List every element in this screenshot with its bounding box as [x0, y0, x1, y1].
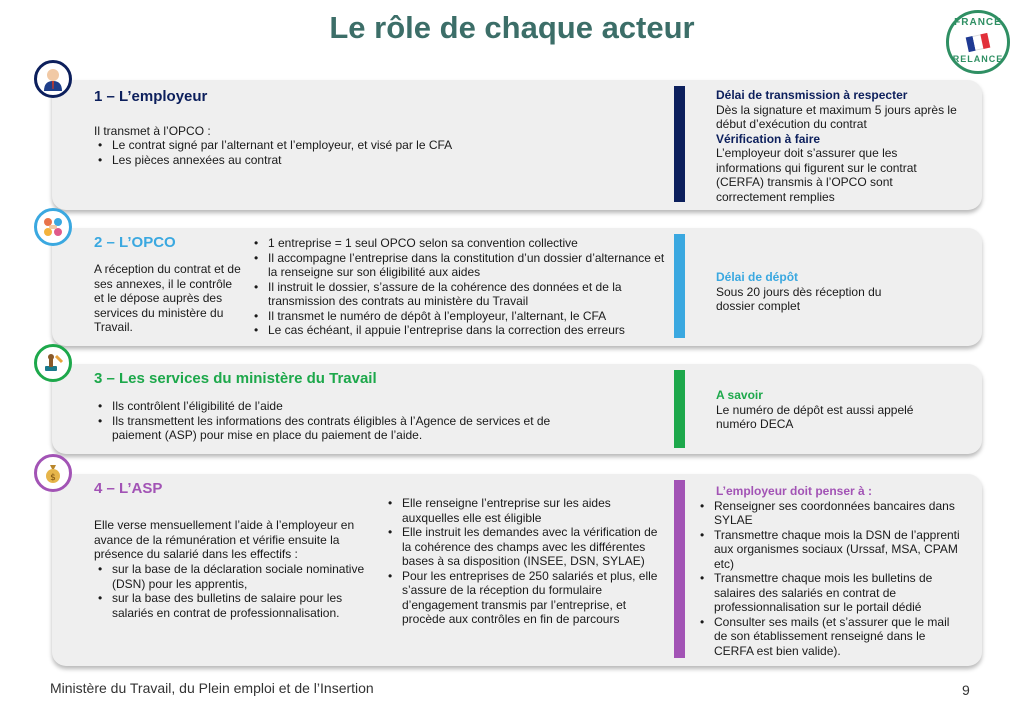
- ministere-heading: 3 – Les services du ministère du Travail: [94, 370, 377, 387]
- list-item: • Il instruit le dossier, s’assure de la cohérence des données et de la transmission des contrats au ministère du Travail: [250, 280, 670, 309]
- card-employeur: [52, 80, 982, 210]
- opco-accent-bar: [674, 234, 685, 338]
- list-item: • sur la base de la déclaration sociale nominative (DSN) pour les apprentis,: [94, 562, 374, 591]
- list-item: • Le cas échéant, il appuie l’entreprise dans la correction des erreurs: [250, 323, 670, 338]
- ministere-side-text: Le numéro de dépôt est aussi appelé numéro DECA: [716, 402, 914, 431]
- list-item: • Transmettre chaque mois la DSN de l’apprenti aux organismes sociaux (Urssaf, MSA, CPAM etc): [696, 528, 966, 572]
- footer-ministry: Ministère du Travail, du Plein emploi et de l’Insertion: [50, 680, 374, 696]
- employeur-side-heading-2: Vérification à faire: [716, 131, 821, 146]
- ministere-list: [94, 399, 594, 443]
- page-title: Le rôle de chaque acteur: [329, 10, 695, 45]
- list-item: • Le contrat signé par l’alternant et l’employeur, et visé par le CFA: [94, 138, 674, 153]
- asp-side-list: [696, 499, 966, 659]
- opco-list: [250, 236, 670, 338]
- svg-text:$: $: [50, 473, 56, 483]
- list-item: • sur la base des bulletins de salaire pour les salariés en contrat de professionnalisation.: [94, 591, 374, 620]
- card-opco: [52, 228, 982, 346]
- money-bag-icon: [34, 454, 72, 492]
- asp-heading: 4 – L’ASP: [94, 480, 163, 497]
- employeur-side-panel: [716, 88, 961, 204]
- opco-side-heading: Délai de dépôt: [716, 270, 799, 284]
- asp-accent-bar: [674, 480, 685, 658]
- employeur-side-heading-1: Délai de transmission à respecter: [716, 88, 908, 102]
- list-item: • Elle renseigne l’entreprise sur les aides auxquelles elle est éligible: [384, 496, 659, 525]
- asp-list-1: [94, 562, 374, 620]
- opco-heading: 2 – L’OPCO: [94, 234, 176, 251]
- list-item: • Il transmet le numéro de dépôt à l’employeur, l’alternant, le CFA: [250, 309, 670, 324]
- list-item: • Renseigner ses coordonnées bancaires dans SYLAE: [696, 499, 966, 528]
- list-item: • Transmettre chaque mois les bulletins de salaires des salariés en contrat de professionnalisation sur le portail dédié: [696, 571, 966, 615]
- handshake-icon: [34, 208, 72, 246]
- employeur-side-text-2: L’employeur doit s’assurer que les informations qui figurent sur le contrat (CERFA) transmis à l’OPCO sont correctement remplies: [716, 146, 917, 204]
- employeur-accent-bar: [674, 86, 685, 202]
- asp-intro: Elle verse mensuellement l’aide à l’employeur en avance de la rémunération et vérifie ensuite la présence du salarié dans les effectifs :: [94, 518, 355, 561]
- logo-bottom-text: RELANCE: [952, 54, 1004, 64]
- card-ministere: [52, 364, 982, 454]
- card-asp: [52, 474, 982, 666]
- logo-top-text: FRANCE: [954, 17, 1002, 28]
- page-number: 9: [962, 682, 970, 698]
- opco-side-text: Sous 20 jours dès réception du dossier complet: [716, 284, 882, 313]
- opco-intro: A réception du contrat et de ses annexes, il le contrôle et le dépose auprès des services du ministère du Travail.: [94, 262, 241, 334]
- employeur-heading: 1 – L’employeur: [94, 88, 208, 105]
- list-item: • Ils transmettent les informations des contrats éligibles à l’Agence de services et de paiement (ASP) pour mise en place du paiement de l’aide.: [94, 414, 594, 443]
- france-relance-logo: [946, 10, 1010, 74]
- french-flag-icon: [966, 33, 991, 52]
- list-item: • Consulter ses mails (et s’assurer que le mail de son établissement renseigné dans le CERFA est bien valide).: [696, 615, 966, 659]
- list-item: • Les pièces annexées au contrat: [94, 153, 674, 168]
- employeur-side-text-1: Dès la signature et maximum 5 jours après le début d’exécution du contrat: [716, 102, 957, 131]
- ministere-side-panel: [716, 388, 916, 432]
- asp-side-panel: [696, 484, 966, 658]
- list-item: • Il accompagne l’entreprise dans la constitution d’un dossier d’alternance et la renseigne sur son éligibilité aux aides: [250, 251, 670, 280]
- employeur-intro: Il transmet à l’OPCO :: [94, 124, 211, 138]
- asp-side-heading: L’employeur doit penser à :: [716, 484, 873, 498]
- list-item: • Ils contrôlent l’éligibilité de l’aide: [94, 399, 594, 414]
- employeur-list: [94, 138, 674, 167]
- employer-avatar-icon: [34, 60, 72, 98]
- ministere-accent-bar: [674, 370, 685, 448]
- list-item: • 1 entreprise = 1 seul OPCO selon sa convention collective: [250, 236, 670, 251]
- list-item: • Elle instruit les demandes avec la vérification de la cohérence des champs avec les différentes bases à sa disposition (INSEE, DSN, SYLAE): [384, 525, 659, 569]
- stamp-icon: [34, 344, 72, 382]
- opco-side-panel: [716, 270, 916, 314]
- list-item: • Pour les entreprises de 250 salariés et plus, elle s’assure de la réception du formulaire d’engagement transmis par l’entreprise, et procède aux contrôles en fin de parcours: [384, 569, 659, 627]
- asp-list-2: [384, 496, 659, 627]
- ministere-side-heading: A savoir: [716, 388, 763, 402]
